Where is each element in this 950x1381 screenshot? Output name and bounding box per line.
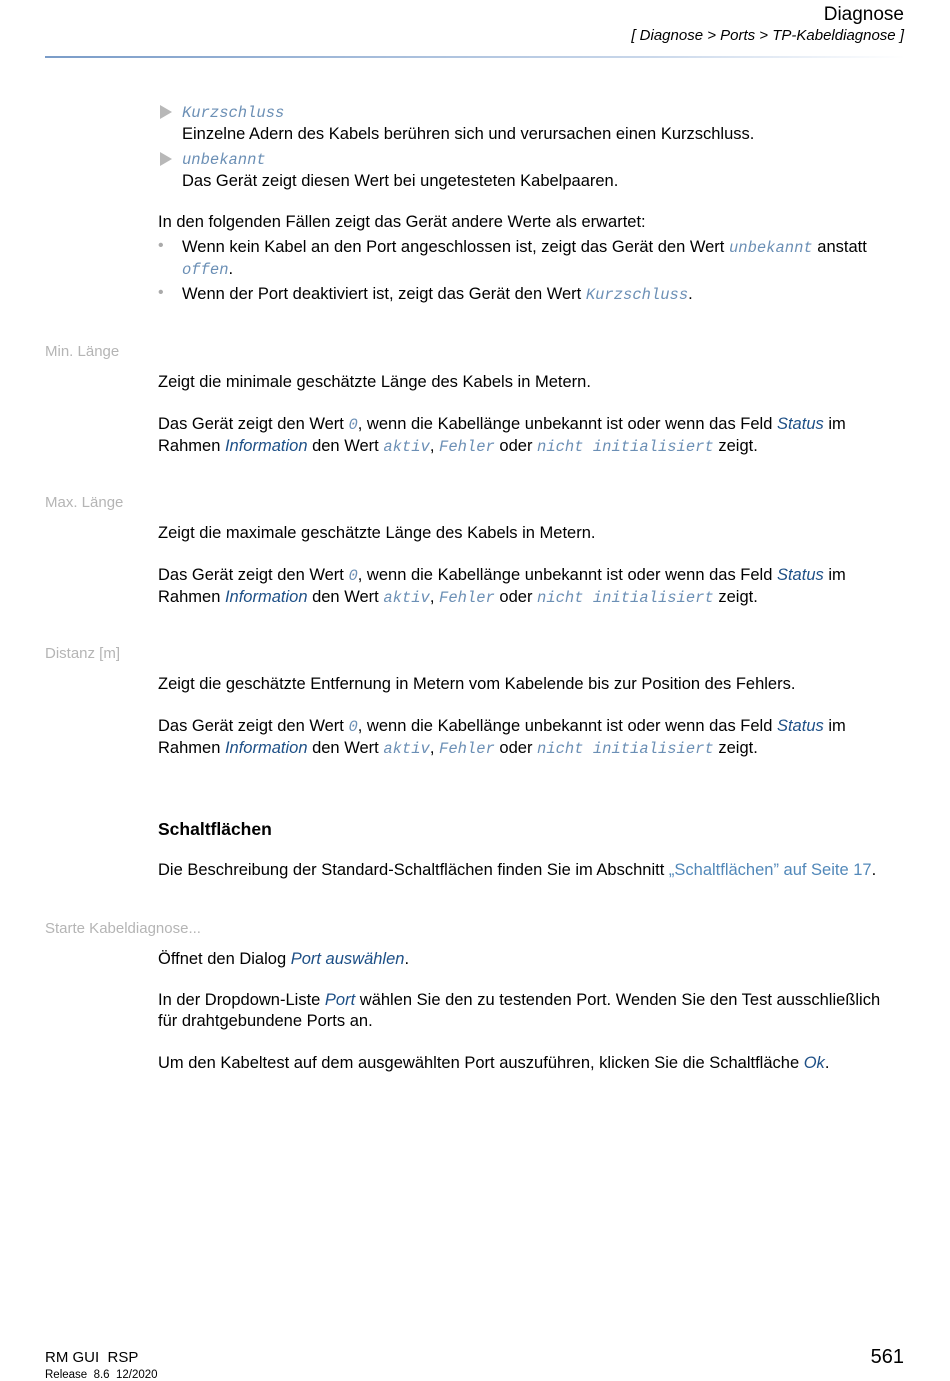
ui-status: Status bbox=[776, 566, 824, 584]
ui-port-auswaehlen: Port auswählen bbox=[290, 950, 405, 968]
start-para-3: Um den Kabeltest auf dem ausgewählten Port auszuführen, klicken Sie die Schaltfläche Ok. bbox=[158, 1054, 830, 1072]
field-label-min-laenge: Min. Länge bbox=[45, 343, 120, 360]
triangle-bullet-icon bbox=[160, 105, 172, 124]
case-bullet-1: Wenn kein Kabel an den Port angeschlossen ist, zeigt das Gerät den Wert unbekannt anstatt offen. bbox=[182, 238, 867, 279]
page-title: Diagnose bbox=[823, 4, 904, 25]
ui-information: Information bbox=[224, 437, 308, 455]
ui-status: Status bbox=[776, 717, 824, 735]
field-label-starte-kabeldiagnose: Starte Kabeldiagnose... bbox=[45, 920, 201, 937]
field-label-max-laenge: Max. Länge bbox=[45, 494, 124, 511]
ui-port: Port bbox=[324, 991, 356, 1009]
value-desc: Einzelne Adern des Kabels berühren sich und verursachen einen Kurzschluss. bbox=[182, 125, 755, 143]
ui-status: Status bbox=[776, 415, 824, 433]
footer-doc-title: RM GUI RSP bbox=[45, 1349, 139, 1366]
ui-information: Information bbox=[224, 588, 308, 606]
section-heading-schaltflaechen: Schaltflächen bbox=[158, 819, 272, 839]
field-note: Das Gerät zeigt den Wert 0, wenn die Kabellänge unbekannt ist oder wenn das Feld Status im Rahmen Information den Wert aktiv, Fehler oder nicht initialisiert zeigt. bbox=[158, 566, 846, 607]
link-schaltflaechen[interactable]: „Schaltflächen” auf Seite 17 bbox=[668, 861, 872, 879]
value-desc: Das Gerät zeigt diesen Wert bei ungetesteten Kabelpaaren. bbox=[182, 172, 619, 190]
bullet-dot-icon: • bbox=[158, 284, 164, 301]
code-kurzschluss: Kurzschluss bbox=[585, 286, 689, 304]
breadcrumb: [ Diagnose > Ports > TP-Kabeldiagnose ] bbox=[631, 27, 904, 44]
field-note: Das Gerät zeigt den Wert 0, wenn die Kabellänge unbekannt ist oder wenn das Feld Status im Rahmen Information den Wert aktiv, Fehler oder nicht initialisiert zeigt. bbox=[158, 717, 846, 758]
case-bullet-2: Wenn der Port deaktiviert ist, zeigt das Gerät den Wert Kurzschluss. bbox=[182, 285, 693, 304]
field-desc: Zeigt die geschätzte Entfernung in Metern vom Kabelende bis zur Position des Fehlers. bbox=[158, 675, 796, 693]
field-label-distanz: Distanz [m] bbox=[45, 645, 121, 662]
header-divider bbox=[45, 56, 905, 58]
start-para-2: In der Dropdown-Liste Port wählen Sie den zu testenden Port. Wenden Sie den Test ausschließlich für drahtgebundene Ports an. bbox=[158, 991, 881, 1030]
field-desc: Zeigt die maximale geschätzte Länge des Kabels in Metern. bbox=[158, 524, 596, 542]
page-number: 561 bbox=[870, 1346, 904, 1368]
value-item bbox=[182, 103, 754, 145]
start-para-1: Öffnet den Dialog Port auswählen. bbox=[158, 950, 410, 968]
section-text: Die Beschreibung der Standard-Schaltflächen finden Sie im Abschnitt „Schaltflächen” auf Seite 17. bbox=[158, 861, 877, 879]
field-note: Das Gerät zeigt den Wert 0, wenn die Kabellänge unbekannt ist oder wenn das Feld Status im Rahmen Information den Wert aktiv, Fehler oder nicht initialisiert zeigt. bbox=[158, 415, 846, 456]
cases-intro: In den folgenden Fällen zeigt das Gerät andere Werte als erwartet: bbox=[158, 213, 646, 231]
field-desc: Zeigt die minimale geschätzte Länge des Kabels in Metern. bbox=[158, 373, 591, 391]
triangle-bullet-icon bbox=[160, 152, 172, 171]
code-offen: offen bbox=[182, 261, 229, 279]
value-item bbox=[182, 150, 618, 192]
value-code: Kurzschluss bbox=[182, 104, 285, 122]
bullet-dot-icon: • bbox=[158, 237, 164, 254]
ui-ok: Ok bbox=[803, 1054, 825, 1072]
code-unbekannt: unbekannt bbox=[728, 239, 813, 257]
ui-information: Information bbox=[224, 739, 308, 757]
footer-release: Release 8.6 12/2020 bbox=[45, 1369, 158, 1381]
value-code: unbekannt bbox=[182, 151, 266, 169]
